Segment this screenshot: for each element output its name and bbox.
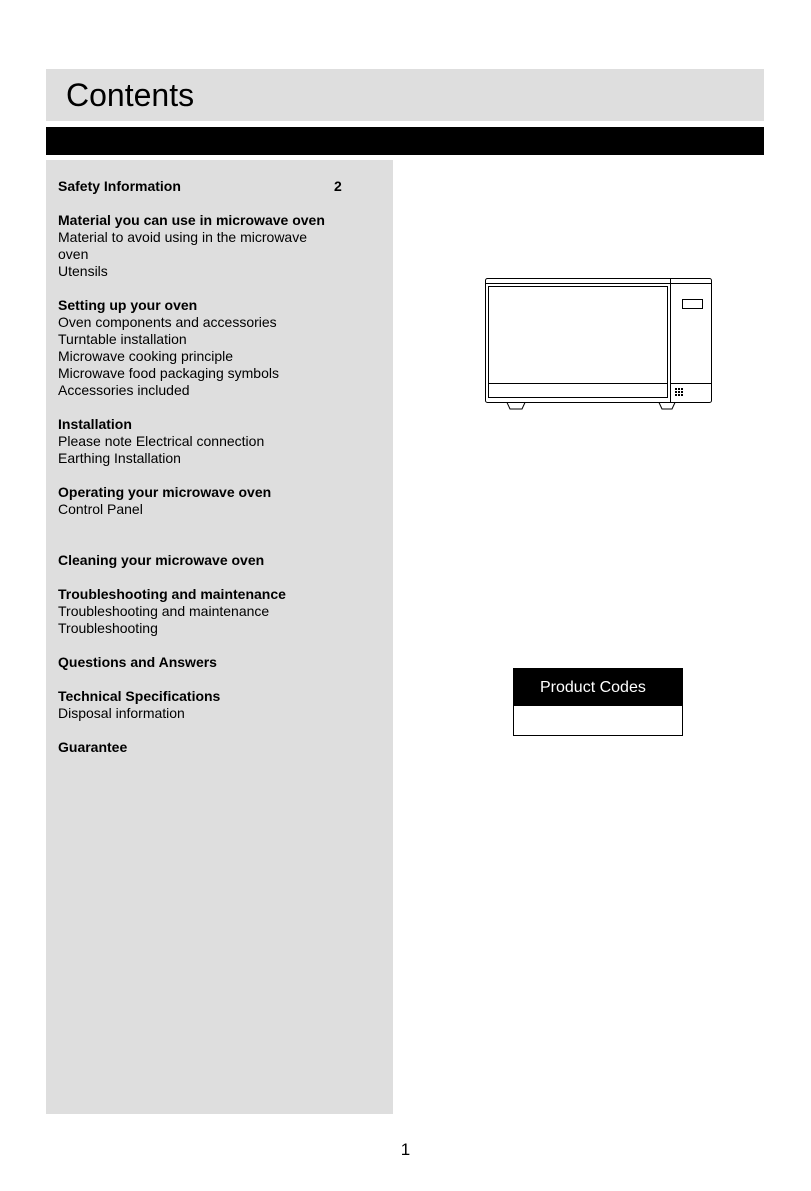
toc-item[interactable]: Oven components and accessories — [58, 314, 277, 330]
microwave-illustration — [484, 276, 714, 410]
toc-heading[interactable] — [58, 739, 388, 756]
toc-heading[interactable] — [58, 688, 388, 705]
toc-item[interactable]: Earthing Installation — [58, 450, 181, 466]
toc-heading-label: Setting up your oven — [58, 297, 198, 313]
toc-heading-label: Safety Information — [58, 178, 181, 194]
foot-left — [507, 403, 525, 410]
toc-section — [58, 586, 388, 637]
toc-heading[interactable] — [58, 212, 388, 229]
toc-section — [58, 297, 388, 399]
toc-heading-label: Operating your microwave oven — [58, 484, 272, 500]
header-divider-bar — [46, 127, 764, 155]
toc-heading[interactable] — [58, 178, 388, 195]
toc-section — [58, 484, 388, 518]
toc-heading[interactable] — [58, 586, 388, 603]
toc-section — [58, 552, 388, 569]
toc-item[interactable]: Troubleshooting and maintenance — [58, 603, 270, 619]
page-title: Contents — [66, 77, 195, 113]
toc-section — [58, 739, 388, 756]
toc-section — [58, 688, 388, 722]
toc-heading-label: Guarantee — [58, 739, 128, 755]
toc-heading-label: Installation — [58, 416, 132, 432]
toc-heading-label: Cleaning your microwave oven — [58, 552, 265, 568]
toc-section — [58, 212, 388, 280]
toc-section — [58, 654, 388, 671]
toc-section — [58, 416, 388, 467]
microwave-door — [489, 287, 668, 398]
toc-item[interactable]: Disposal information — [58, 705, 185, 721]
table-of-contents — [46, 160, 393, 1114]
toc-heading-label: Material you can use in microwave oven — [58, 212, 325, 228]
toc-page-number: 2 — [334, 178, 342, 194]
toc-item[interactable]: oven — [58, 246, 89, 262]
toc-heading[interactable] — [58, 552, 388, 569]
toc-item[interactable]: Turntable installation — [58, 331, 187, 347]
product-codes-box — [513, 668, 683, 736]
toc-item[interactable]: Microwave food packaging symbols — [58, 365, 279, 381]
display-window — [683, 300, 703, 309]
toc-heading[interactable] — [58, 297, 388, 314]
toc-item[interactable]: Troubleshooting — [58, 620, 158, 636]
toc-heading[interactable] — [58, 416, 388, 433]
toc-item[interactable]: Control Panel — [58, 501, 143, 517]
toc-heading[interactable] — [58, 484, 388, 501]
toc-item[interactable]: Utensils — [58, 263, 108, 279]
product-codes-label: Product Codes — [514, 669, 682, 706]
toc-heading[interactable] — [58, 654, 388, 671]
toc-item[interactable]: Material to avoid using in the microwave — [58, 229, 308, 245]
page-number: 1 — [400, 1140, 411, 1159]
toc-list — [58, 178, 388, 773]
toc-item[interactable]: Accessories included — [58, 382, 190, 398]
toc-item[interactable]: Please note Electrical connection — [58, 433, 265, 449]
title-band — [46, 69, 764, 121]
keypad-icon — [675, 388, 683, 396]
toc-heading-label: Troubleshooting and maintenance — [58, 586, 286, 602]
foot-right — [659, 403, 675, 410]
toc-item[interactable]: Microwave cooking principle — [58, 348, 234, 364]
toc-heading-label: Technical Specifications — [58, 688, 221, 704]
toc-section — [58, 178, 388, 195]
toc-heading-label: Questions and Answers — [58, 654, 217, 670]
